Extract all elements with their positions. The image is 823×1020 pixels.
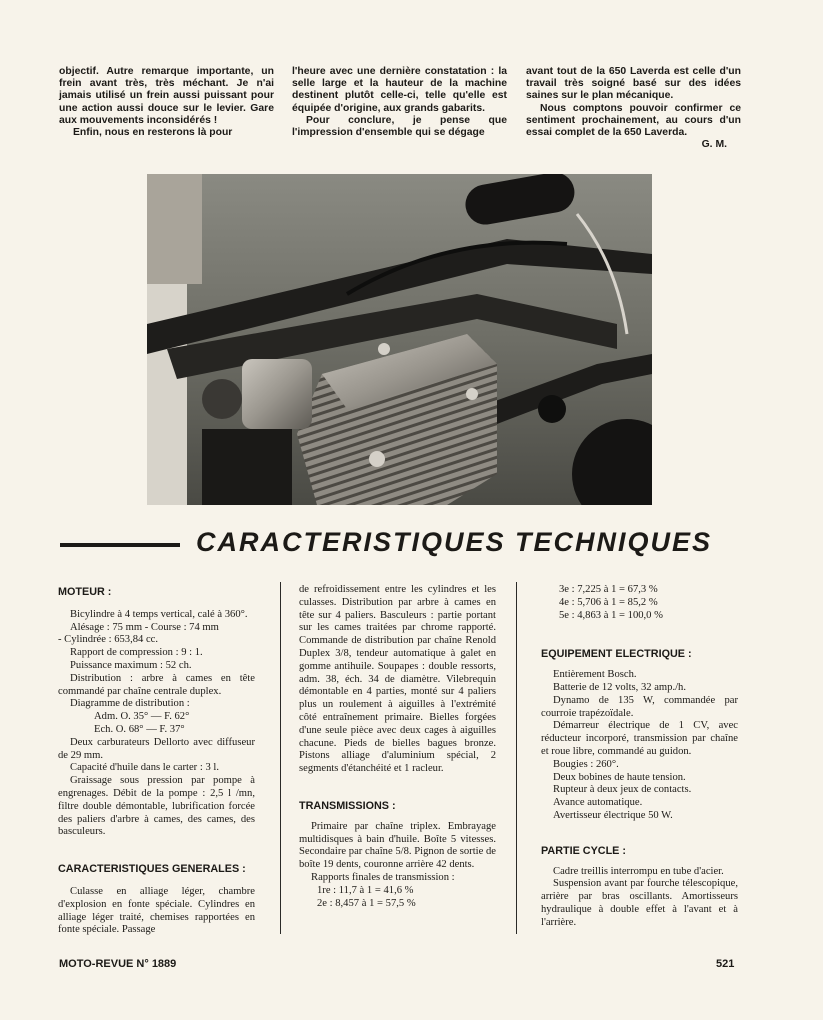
spec-line: Avance automatique.: [553, 797, 643, 809]
intro-column-3: [526, 66, 741, 151]
spec-line: Rapports finales de transmission :: [311, 871, 455, 883]
section-heading-moteur: MOTEUR :: [58, 586, 112, 598]
spec-paragraph: Primaire par chaîne triplex. Embrayage multidisques à bain d'huile. Boîte 5 vitesses. Secondaire par chaîne 5/8. Pignon de sortie de boîte 19 dents, couronne arrière 42 dents.: [299, 820, 496, 871]
spec-line: Batterie de 12 volts, 32 amp./h.: [553, 681, 686, 693]
intro-paragraph: Enfin, nous en resterons là pour: [73, 127, 233, 139]
ratio-line: 4e : 5,706 à 1 = 85,2 %: [559, 596, 658, 608]
specs-column-2: [299, 584, 496, 910]
spec-line: Capacité d'huile dans le carter : 3 l.: [70, 762, 219, 774]
specs-column-1: [58, 586, 255, 937]
spec-line: Distribution : arbre à cames en tête commandé par chaîne centrale duplex.: [58, 672, 255, 697]
ratio-line: 5e : 4,863 à 1 = 100,0 %: [559, 609, 663, 621]
section-heading-electrique: EQUIPEMENT ELECTRIQUE :: [541, 648, 692, 661]
spec-line: Dynamo de 135 W, commandée par courroie trapézoïdale.: [541, 694, 738, 719]
spec-line: Diagramme de distribution :: [70, 698, 190, 710]
magazine-issue: MOTO-REVUE N° 1889: [59, 958, 177, 970]
ratio-line: 1re : 11,7 à 1 = 41,6 %: [317, 884, 414, 896]
spec-line: Deux bobines de haute tension.: [553, 771, 686, 783]
page-number: 521: [716, 958, 735, 970]
spec-line: Bicylindre à 4 temps vertical, calé à 360°.: [70, 608, 248, 620]
author-signature: G. M.: [701, 139, 727, 151]
spec-line: Rapport de compression : 9 : 1.: [70, 647, 203, 659]
ratio-line: 2e : 8,457 à 1 = 57,5 %: [317, 897, 416, 909]
spec-line: Avertisseur électrique 50 W.: [553, 809, 673, 821]
intro-column-1: [59, 66, 274, 139]
spec-line: Suspension avant par fourche télescopique, arrière par bras oscillants. Amortisseurs hydraulique à double effet à l'avant et à l'arrière.: [541, 878, 738, 928]
specs-column-3: [541, 584, 738, 930]
spec-line: Bougies : 260°.: [553, 758, 619, 770]
spec-line: Cadre treillis interrompu en tube d'acier.: [553, 865, 724, 877]
intro-paragraph: l'heure avec une dernière constatation : la selle large et la hauteur de la machine destinent plutôt celle-ci, telle qu'elle est équipée d'origine, aux grands gabarits.: [292, 66, 507, 114]
column-divider: [516, 582, 517, 934]
section-title: CARACTERISTIQUES TECHNIQUES: [196, 527, 713, 557]
spec-line: Alésage : 75 mm - Course : 74 mm: [70, 621, 219, 633]
ratio-line: 3e : 7,225 à 1 = 67,3 %: [559, 584, 658, 595]
spec-line: Entièrement Bosch.: [553, 669, 637, 681]
intro-paragraph: objectif. Autre remarque importante, un frein avant très, très méchant. Je n'ai jamais utilisé un frein aussi puissant pour une action aussi douce sur le levier. Gare aux mouvements inconsidérés !: [59, 66, 274, 126]
spec-line: - Cylindrée : 653,84 cc.: [58, 634, 159, 646]
diagram-line: Ech. O. 68° — F. 37°: [94, 723, 185, 735]
diagram-line: Adm. O. 35° — F. 62°: [94, 711, 190, 723]
section-heading-transmissions: TRANSMISSIONS :: [299, 799, 396, 812]
spec-line: Deux carburateurs Dellorto avec diffuseur de 29 mm.: [58, 736, 255, 761]
section-heading-generales: CARACTERISTIQUES GENERALES :: [58, 863, 246, 876]
intro-paragraph: avant tout de la 650 Laverda est celle d'un travail très soigné basé sur des idées saines sur le plan mécanique.: [526, 66, 741, 102]
column-divider: [280, 582, 281, 934]
intro-paragraph: Nous comptons pouvoir confirmer ce sentiment prochainement, au cours d'un essai complet de la 650 Laverda.: [526, 102, 741, 139]
title-rule: [60, 543, 180, 547]
intro-paragraph: Pour conclure, je pense que l'impression d'ensemble qui se dégage: [292, 114, 507, 139]
spec-paragraph: Culasse en alliage léger, chambre d'explosion en fonte spéciale. Cylindres en alliage léger traité, chemises rapportées en fonte spéciale. Passage: [58, 885, 255, 936]
spec-line: Rupteur à deux jeux de contacts.: [553, 784, 692, 796]
intro-column-2: [292, 66, 507, 139]
engine-photo: [147, 174, 652, 505]
spec-line: Graissage sous pression par pompe à engrenages. Débit de la pompe : 2,5 l /mn, filtre double démontable, lubrification forcée des paliers d'arbre à cames, des cames, des basculeurs.: [58, 775, 255, 838]
spec-line: Puissance maximum : 52 ch.: [70, 659, 192, 671]
spec-line: Démarreur électrique de 1 CV, avec réducteur incorporé, transmission par chaîne et roue libre, commandé au guidon.: [541, 720, 738, 757]
section-heading-cycle: PARTIE CYCLE :: [541, 844, 626, 857]
spec-paragraph: de refroidissement entre les cylindres et les culasses. Distribution par arbre à cames en tête sur 4 paliers. Basculeurs : partie portant sur les cames traitées par chrome rapporté. Commande de distribution par chaîne Renold Duplex 3/8, tendeur automatique à galet en gomme antihuile. Soupapes : double ressorts, adm. 38, éch. 34 de diamètre. Vilebrequin démontable en 4 parties, monté sur 4 paliers plus un roulement à aiguilles à l'extrémité côté entraînement primaire. Bielles forgées d'une seule pièce avec deux cages à aiguilles chacune. Pieds de bielles bagues bronze. Pistons alliage d'aluminium spécial, 2 segments d'étanchéité et 1 racleur.: [299, 584, 496, 775]
